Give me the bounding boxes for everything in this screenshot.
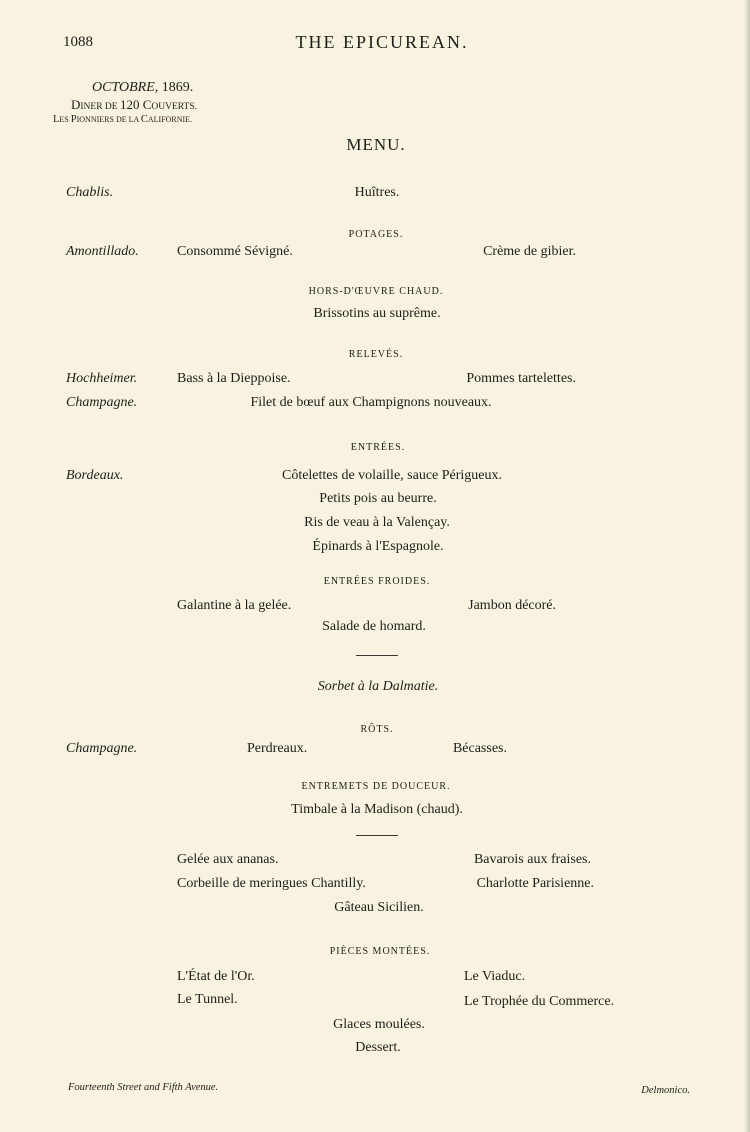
menu-item-trophee: Le Trophée du Commerce. [464, 994, 615, 1009]
wine-amontillado: Amontillado. [66, 244, 139, 259]
menu-item-becasses: Bécasses. [452, 741, 507, 756]
section-heading-hors-doeuvre: HORS-D'ŒUVRE CHAUD. [308, 286, 444, 297]
menu-item-viaduc: Le Viaduc. [464, 969, 526, 984]
menu-item-gelee: Gelée aux ananas. [177, 852, 279, 867]
menu-item-perdreaux: Perdreaux. [247, 741, 308, 756]
section-heading-potages: POTAGES. [348, 229, 404, 240]
menu-item-consomme: Consommé Sévigné. [177, 244, 293, 259]
section-heading-rots: RÔTS. [360, 724, 394, 735]
wine-champagne: Champagne. [66, 395, 138, 410]
section-heading-entremets: ENTREMETS DE DOUCEUR. [301, 781, 451, 792]
page-edge-shadow [744, 0, 750, 1132]
menu-item-dessert: Dessert. [355, 1040, 401, 1055]
menu-item-gateau: Gâteau Sicilien. [334, 900, 424, 915]
menu-item-corbeille: Corbeille de meringues Chantilly. [177, 876, 366, 891]
menu-item-petits-pois: Petits pois au beurre. [319, 491, 437, 506]
menu-item-huitres: Huîtres. [354, 185, 400, 200]
menu-item-epinards: Épinards à l'Espagnole. [312, 539, 444, 554]
dinner-year: 1869. [161, 80, 194, 95]
running-title: THE EPICUREAN. [295, 32, 469, 52]
menu-item-glaces: Glaces moulées. [333, 1017, 425, 1032]
menu-item-charlotte: Charlotte Parisienne. [476, 876, 594, 891]
menu-item-etat-de-lor: L'État de l'Or. [177, 969, 255, 984]
wine-hochheimer: Hochheimer. [66, 371, 138, 386]
menu-item-sorbet: Sorbet à la Dalmatie. [317, 679, 439, 694]
menu-item-brissotins: Brissotins au suprême. [313, 306, 441, 321]
menu-item-galantine: Galantine à la gelée. [177, 598, 292, 613]
dinner-host: LES PIONNIERS DE LA CALIFORNIE. [53, 114, 193, 125]
menu-item-tunnel: Le Tunnel. [177, 992, 238, 1007]
menu-item-salade: Salade de homard. [322, 619, 426, 634]
menu-item-bass: Bass à la Dieppoise. [177, 371, 291, 386]
footer-address: Fourteenth Street and Fifth Avenue. [68, 1082, 219, 1093]
divider-rule-2 [356, 835, 398, 836]
divider-rule [356, 655, 398, 656]
dinner-date [92, 81, 193, 95]
page-number: 1088 [63, 34, 93, 50]
menu-item-filet: Filet de bœuf aux Champignons nouveaux. [250, 395, 492, 410]
menu-item-ris-de-veau: Ris de veau à la Valençay. [304, 515, 450, 530]
menu-item-jambon: Jambon décoré. [468, 598, 556, 613]
menu-item-timbale: Timbale à la Madison (chaud). [291, 802, 463, 817]
menu-title: MENU. [346, 135, 406, 154]
wine-champagne-2: Champagne. [66, 741, 138, 756]
wine-bordeaux: Bordeaux. [66, 468, 124, 483]
menu-item-cotelettes: Côtelettes de volaille, sauce Périgueux. [281, 468, 503, 483]
section-heading-releves: RELEVÉS. [348, 349, 404, 360]
wine-chablis: Chablis. [66, 185, 114, 200]
section-heading-pieces-montees: PIÈCES MONTÉES. [329, 946, 431, 957]
menu-item-creme: Crème de gibier. [483, 244, 576, 259]
section-heading-entrees: ENTRÉES. [350, 442, 406, 453]
menu-item-bavarois: Bavarois aux fraises. [473, 852, 591, 867]
dinner-month: OCTOBRE, [92, 80, 159, 95]
dinner-covers: DINER DE 120 COUVERTS. [71, 97, 198, 112]
section-heading-entrees-froides: ENTRÉES FROIDES. [323, 576, 431, 587]
menu-item-pommes: Pommes tartelettes. [466, 371, 576, 386]
footer-restaurant: Delmonico. [641, 1085, 690, 1096]
